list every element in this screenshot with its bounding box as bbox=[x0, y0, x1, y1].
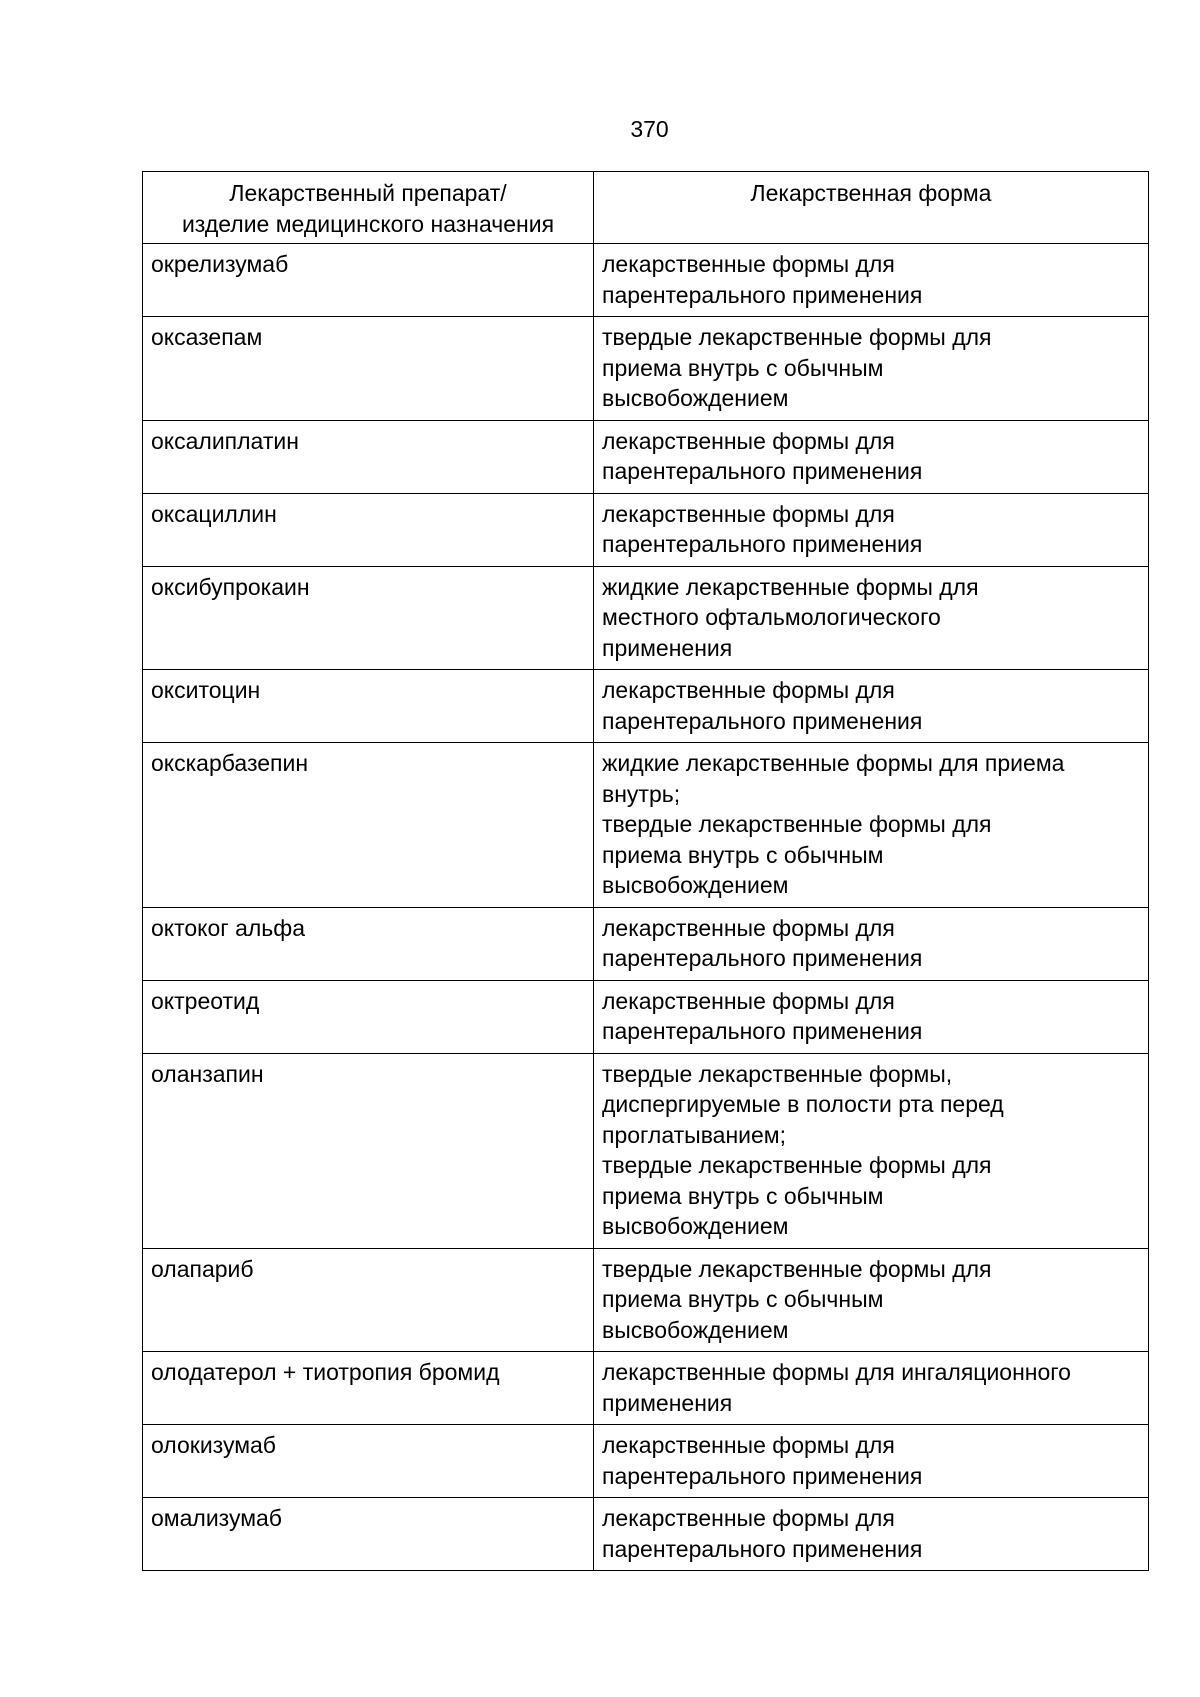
table-row bbox=[143, 1425, 1149, 1498]
drug-cell: омализумаб bbox=[143, 1498, 594, 1571]
form-cell: жидкие лекарственные формы для местного офтальмологического применения bbox=[594, 566, 1149, 670]
table-row bbox=[143, 493, 1149, 566]
header-form: Лекарственная форма bbox=[594, 172, 1149, 244]
drug-table bbox=[142, 171, 1149, 1571]
drug-cell: оксациллин bbox=[143, 493, 594, 566]
drug-cell: олодатерол + тиотропия бромид bbox=[143, 1352, 594, 1425]
table-row bbox=[143, 420, 1149, 493]
page-number bbox=[0, 114, 1200, 144]
table-row bbox=[143, 1352, 1149, 1425]
drug-cell: октреотид bbox=[143, 980, 594, 1053]
form-cell: лекарственные формы для парентерального применения bbox=[594, 907, 1149, 980]
drug-cell: октоког альфа bbox=[143, 907, 594, 980]
table-header-row bbox=[143, 172, 1149, 244]
drug-cell: окситоцин bbox=[143, 670, 594, 743]
table-row bbox=[143, 743, 1149, 908]
form-cell: твердые лекарственные формы для приема внутрь с обычным высвобождением bbox=[594, 1248, 1149, 1352]
table-row bbox=[143, 566, 1149, 670]
drug-cell: оксалиплатин bbox=[143, 420, 594, 493]
form-cell: лекарственные формы для парентерального применения bbox=[594, 1425, 1149, 1498]
page-number-text: 370 bbox=[630, 116, 669, 142]
drug-cell: оксибупрокаин bbox=[143, 566, 594, 670]
table-row bbox=[143, 1053, 1149, 1248]
drug-cell: окрелизумаб bbox=[143, 244, 594, 317]
table-row bbox=[143, 1498, 1149, 1571]
drug-cell: окскарбазепин bbox=[143, 743, 594, 908]
form-cell: лекарственные формы для парентерального применения bbox=[594, 980, 1149, 1053]
table-row bbox=[143, 244, 1149, 317]
table-row bbox=[143, 980, 1149, 1053]
table-row bbox=[143, 1248, 1149, 1352]
form-cell: лекарственные формы для парентерального применения bbox=[594, 1498, 1149, 1571]
form-cell: лекарственные формы для парентерального применения bbox=[594, 493, 1149, 566]
form-cell: лекарственные формы для ингаляционного применения bbox=[594, 1352, 1149, 1425]
table-row bbox=[143, 907, 1149, 980]
form-cell: лекарственные формы для парентерального применения bbox=[594, 420, 1149, 493]
header-drug: Лекарственный препарат/ изделие медицинского назначения bbox=[143, 172, 594, 244]
form-cell: твердые лекарственные формы, диспергируемые в полости рта перед проглатыванием; твердые лекарственные формы для приема внутрь с обычным высвобождением bbox=[594, 1053, 1149, 1248]
form-cell: лекарственные формы для парентерального применения bbox=[594, 670, 1149, 743]
drug-cell: олапариб bbox=[143, 1248, 594, 1352]
drug-cell: оланзапин bbox=[143, 1053, 594, 1248]
drug-cell: оксазепам bbox=[143, 317, 594, 421]
form-cell: лекарственные формы для парентерального применения bbox=[594, 244, 1149, 317]
form-cell: твердые лекарственные формы для приема внутрь с обычным высвобождением bbox=[594, 317, 1149, 421]
drug-cell: олокизумаб bbox=[143, 1425, 594, 1498]
table-row bbox=[143, 670, 1149, 743]
table-row bbox=[143, 317, 1149, 421]
form-cell: жидкие лекарственные формы для приема внутрь; твердые лекарственные формы для приема внутрь с обычным высвобождением bbox=[594, 743, 1149, 908]
